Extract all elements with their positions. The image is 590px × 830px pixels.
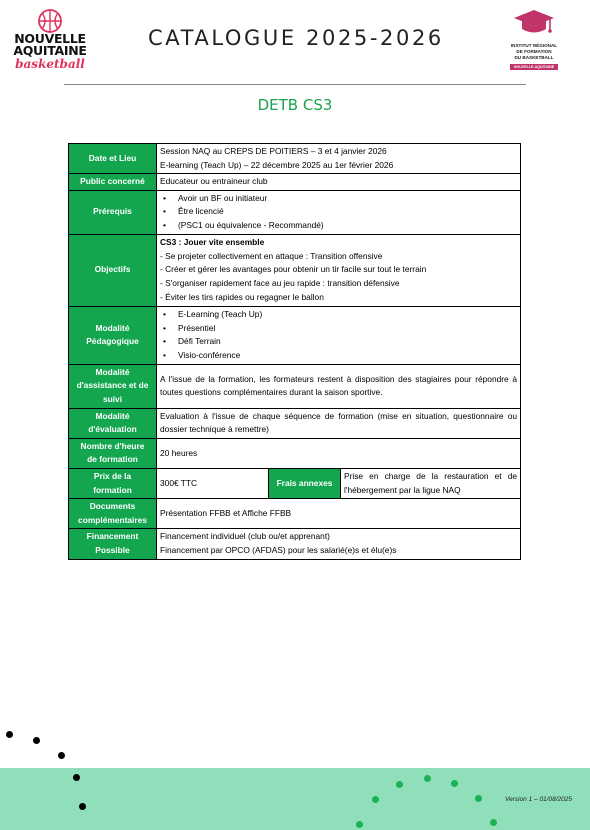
catalogue-title: CATALOGUE 2025-2026 [148,26,444,50]
label-prerequis: Prérequis [69,190,157,234]
value-assistance: A l'issue de la formation, les formateurs restent à disposition des stagiaires pour répondre à toutes questions complémentaires durant la saison sportive. [157,364,521,408]
objectifs-item: - Éviter les tirs rapides ou regagner le ballon [160,291,324,302]
row-heures [69,438,521,468]
logo-text-line3: basketball [15,57,85,71]
label-line: Modalité [95,366,130,377]
decor-dot [79,803,86,810]
label-line: complémentaires [78,514,147,525]
nouvelle-aquitaine-basketball-logo [12,8,88,72]
objectifs-item: - Créer et gérer les avantages pour obtenir un tir facile sur tout le terrain [160,264,427,275]
financement-line: Financement par OPCO (AFDAS) pour les salarié(e)s et élu(e)s [160,544,397,555]
row-modalite-pedagogique [69,306,521,364]
decor-dot [475,795,482,802]
graduation-cap-icon [512,8,556,40]
label-public: Public concerné [69,174,157,191]
value-evaluation: Evaluation à l'issue de chaque séquence de formation (mise en situation, questionnaire ou dossier technique à remettre) [157,408,521,438]
logo-text-line1: NOUVELLE [14,31,86,46]
decor-dot [490,819,497,826]
row-assistance [69,364,521,408]
objectifs-item: - Se projeter collectivement en attaque : Transition offensive [160,250,383,261]
objectifs-item: - S'organiser rapidement face au jeu rapide : transition défensive [160,278,400,289]
prerequis-item: • (PSC1 ou équivalence - Recommandé) [160,219,517,233]
logo-text-line2: AQUITAINE [13,43,87,58]
label-line: Possible [95,544,130,555]
label-line: suivi [102,393,123,404]
label-heures [69,438,157,468]
row-objectifs [69,234,521,306]
formation-info-table [68,143,521,560]
value-prix: 300€ TTC [157,468,269,498]
decor-dot [451,780,458,787]
label-frais-annexes: Frais annexes [269,468,341,498]
decor-dot [372,796,379,803]
decor-dot [396,781,403,788]
prerequis-item: • Être licencié [160,205,517,219]
dates-session: Session NAQ au CREPS DE POITIERS – 3 et 4 janvier 2026 [160,146,387,156]
logo-right-line1: INSTITUT RÉGIONAL [510,43,558,48]
decor-dot [73,774,80,781]
label-line: Pédagogique [86,336,139,347]
value-financement [157,529,521,559]
value-public: Educateur ou entraineur club [157,174,521,191]
label-line: Financement [86,531,139,542]
decor-dot [58,752,65,759]
value-frais-annexes: Prise en charge de la restauration et de l'hébergement par la ligue NAQ [341,468,521,498]
modalite-item: • E-Learning (Teach Up) [160,308,517,322]
footer-band [0,768,590,830]
label-line: Modalité [95,322,130,333]
label-documents [69,499,157,529]
label-assistance [69,364,157,408]
objectifs-heading: CS3 : Jouer vite ensemble [160,237,265,248]
dates-elearning: E-learning (Teach Up) – 22 décembre 2025 au 1er février 2026 [160,159,394,170]
label-modalite-pedagogique [69,306,157,364]
row-evaluation [69,408,521,438]
modalite-item: • Défi Terrain [160,335,517,349]
row-prix [69,468,521,498]
value-objectifs [157,234,521,306]
row-prerequis [69,190,521,234]
logo-right-line2: DE FORMATION [516,49,552,54]
value-dates [157,144,521,174]
logo-right-line3: DU BASKETBALL [514,55,554,60]
label-objectifs: Objectifs [69,234,157,306]
label-line: Prix de la [93,470,132,481]
prerequis-item: • Avoir un BF ou initiateur [160,192,517,206]
modalite-item: • Présentiel [160,322,517,336]
row-financement [69,529,521,559]
label-line: Modalité [95,410,130,421]
row-dates [69,144,521,174]
value-prerequis [157,190,521,234]
value-heures: 20 heures [157,438,521,468]
row-public [69,174,521,191]
label-evaluation [69,408,157,438]
document-title: DETB CS3 [257,96,333,114]
institut-regional-logo [498,8,570,70]
value-modalite-pedagogique [157,306,521,364]
label-line: d'assistance et de [76,380,149,391]
label-prix [69,468,157,498]
financement-line: Financement individuel (club ou/et apprenant) [160,531,330,542]
logo-right-band: NOUVELLE-AQUITAINE [510,64,558,70]
header-divider [64,84,526,85]
label-line: d'évaluation [88,424,137,435]
decor-dot [33,737,40,744]
modalite-item: • Visio-conférence [160,349,517,363]
label-line: Nombre d'heure [80,440,145,451]
label-line: de formation [87,454,138,465]
decor-dot [6,731,13,738]
decor-dot [356,821,363,828]
label-line: Documents [89,501,136,512]
version-label: Version 1 – 01/08/2025 [505,796,572,803]
value-documents: Présentation FFBB et Affiche FFBB [157,499,521,529]
label-dates: Date et Lieu [69,144,157,174]
label-financement [69,529,157,559]
label-line: formation [93,484,132,495]
row-documents [69,499,521,529]
decor-dot [424,775,431,782]
